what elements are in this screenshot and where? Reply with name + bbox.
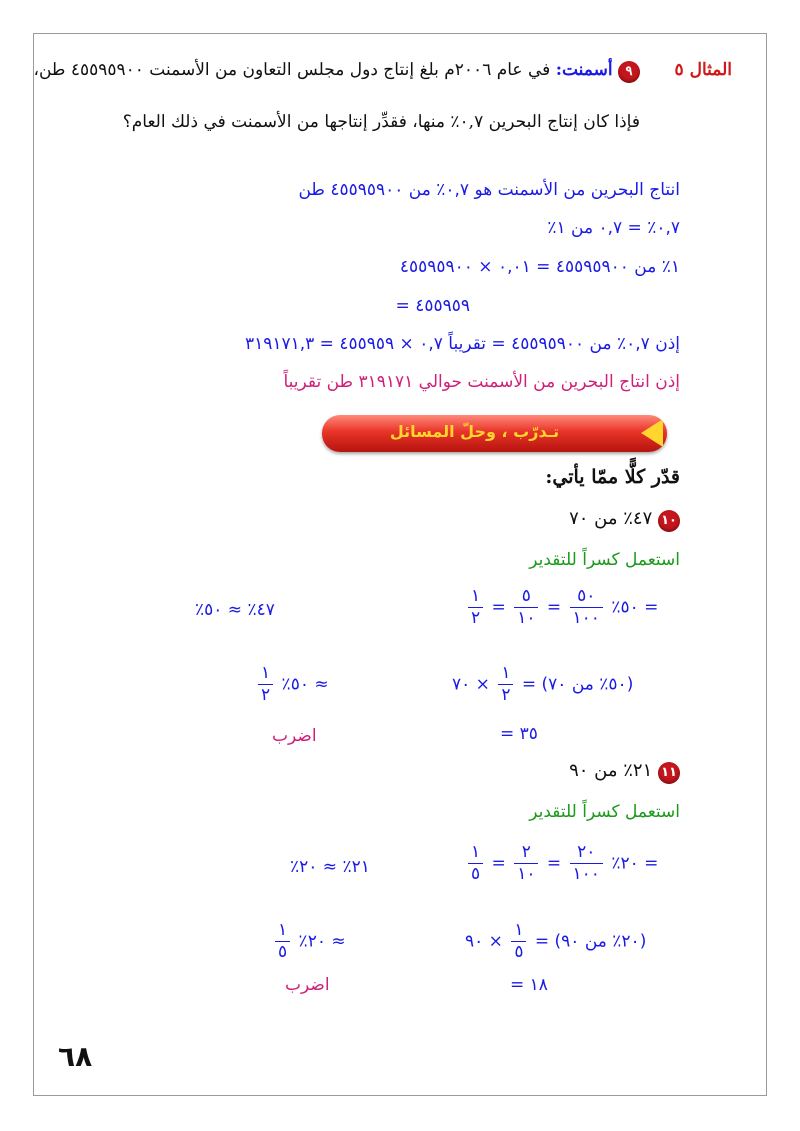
problem-10-result: = ٣٥ — [500, 724, 538, 744]
example-label: المثال ٥ — [674, 60, 732, 80]
problem-10-title: ٤٧٪ من ٧٠ — [569, 508, 653, 529]
problem-10-approx-text: ٤٧٪ ≈ ٥٠٪ — [195, 600, 275, 620]
problem-10-approx — [195, 600, 275, 620]
fraction: $\frac{٥}{١٠}$ — [514, 588, 538, 627]
example-header — [675, 60, 732, 80]
problem-10-calculation — [452, 665, 633, 704]
percent-equals: = ٢٠٪ — [611, 853, 659, 874]
fraction: $\frac{١}{٥}$ — [511, 922, 526, 961]
problem-10-title-row — [569, 508, 680, 532]
problem-11-approx-text: ٢١٪ ≈ ٢٠٪ — [290, 857, 370, 877]
example-badge: ٩ — [618, 61, 640, 83]
fraction: $\frac{١}{٥}$ — [275, 922, 290, 961]
example-text-1: في عام ٢٠٠٦م بلغ إنتاج دول مجلس التعاون من الأسمنت ٤٥٥٩٥٩٠٠ طن، — [33, 60, 551, 80]
problem-11-calculation — [465, 922, 646, 961]
problem-10-badge: ١٠ — [658, 510, 680, 532]
practice-intro: قدّر كلًّا ممّا يأتي: — [545, 466, 680, 488]
approx-text: ≈ ٢٠٪ — [298, 931, 346, 952]
calc-left-text: (٢٠٪ من ٩٠) = — [534, 931, 647, 952]
calc-left-text: (٥٠٪ من ٧٠) = — [521, 674, 634, 695]
fraction: $\frac{٢}{١٠}$ — [514, 844, 538, 883]
solution-line-1: انتاج البحرين من الأسمنت هو ٠,٧٪ من ٤٥٥٩٥٩٠٠ طن — [298, 180, 680, 200]
solution-line-4: = ٤٥٥٩٥٩ — [395, 296, 470, 316]
fraction: $\frac{١}{٥}$ — [468, 844, 483, 883]
fraction: $\frac{١}{٢}$ — [258, 665, 273, 704]
problem-11-fraction-approx — [272, 922, 346, 961]
fraction: $\frac{١}{٢}$ — [498, 665, 513, 704]
percent-equals: = ٥٠٪ — [611, 597, 659, 618]
problem-11-approx — [290, 857, 370, 877]
solution-line-3: ١٪ من ٤٥٥٩٥٩٠٠ = ٠,٠١ × ٤٥٥٩٥٩٠٠ — [399, 257, 680, 277]
problem-11-result: = ١٨ — [510, 975, 548, 995]
solution-conclusion: إذن انتاج البحرين من الأسمنت حوالي ٣١٩١٧١ طن تقريباً — [283, 372, 680, 392]
problem-11-multiply: اضرب — [285, 975, 330, 995]
multiplier-text: × ٩٠ — [465, 931, 503, 952]
example-keyword: أسمنت: — [555, 60, 613, 80]
banner-title: تـدرّب ، وحلّ المسائل — [389, 422, 560, 441]
problem-11-hint: استعمل كسراً للتقدير — [529, 802, 680, 822]
fraction: $\frac{٥٠}{١٠٠}$ — [570, 588, 603, 627]
multiplier-text: × ٧٠ — [452, 674, 490, 695]
page-number: ٦٨ — [58, 1040, 93, 1073]
example-line-2: فإذا كان إنتاج البحرين ٠,٧٪ منها، فقدِّر إنتاجها من الأسمنت في ذلك العام؟ — [122, 112, 640, 132]
solution-line-5: إذن ٠,٧٪ من ٤٥٥٩٥٩٠٠ = تقريباً ٠,٧ × ٤٥٥٩٥٩ = ٣١٩١٧١,٣ — [244, 334, 680, 354]
section-banner — [322, 415, 667, 452]
example-line-1 — [33, 60, 640, 83]
problem-10-hint: استعمل كسراً للتقدير — [529, 550, 680, 570]
problem-10-fraction-approx — [255, 665, 329, 704]
fraction: $\frac{١}{٢}$ — [468, 588, 483, 627]
problem-10-multiply: اضرب — [272, 726, 317, 746]
problem-10-fraction-chain: $\frac{١}{٢}$ = $\frac{٥}{١٠}$ = $\frac{٥٠}{١٠٠}$ = ٥٠٪ — [465, 588, 658, 627]
problem-11-badge: ١١ — [658, 762, 680, 784]
problem-11-title: ٢١٪ من ٩٠ — [569, 760, 653, 781]
approx-text: ≈ ٥٠٪ — [281, 674, 329, 695]
fraction: $\frac{٢٠}{١٠٠}$ — [570, 844, 603, 883]
problem-11-fraction-chain: $\frac{١}{٥}$ = $\frac{٢}{١٠}$ = $\frac{٢٠}{١٠٠}$ = ٢٠٪ — [465, 844, 658, 883]
problem-11-title-row — [569, 760, 680, 784]
solution-line-2: ٠,٧٪ = ٠,٧ من ١٪ — [547, 218, 680, 238]
banner-arrow-icon — [641, 419, 663, 447]
